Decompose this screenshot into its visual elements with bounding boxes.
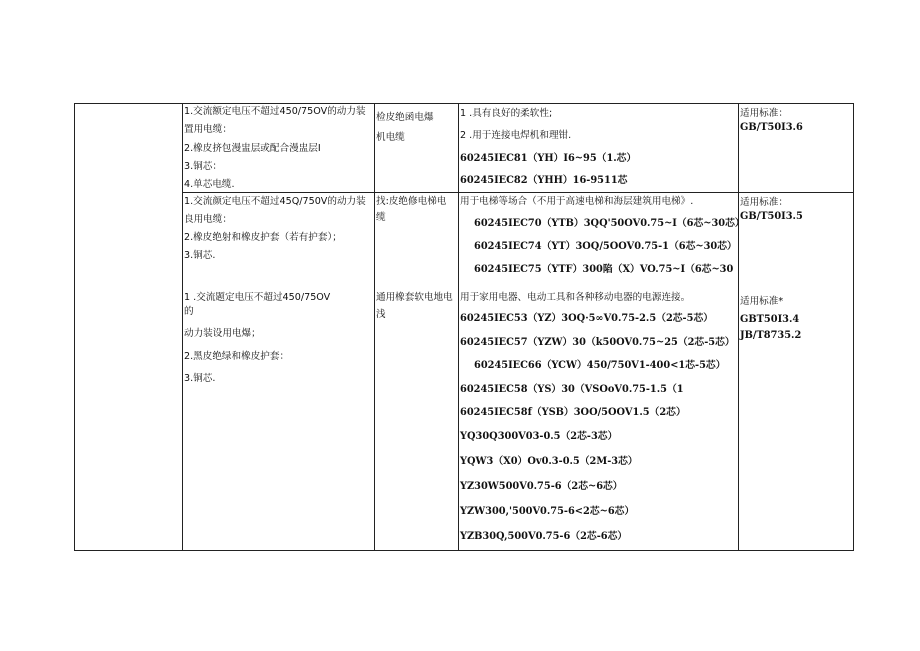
row-divider [182, 192, 854, 193]
model-spec-line: 60245IEC81（YH）I6~95（1.芯） [460, 153, 637, 164]
requirement-line: 3.铜芯： [184, 161, 222, 172]
requirement-line: 良用电缆： [184, 214, 232, 225]
requirement-line: 3.铜芯. [184, 373, 216, 384]
column-divider [182, 103, 183, 551]
cable-name-line: 通用橡套软电地电 [376, 292, 453, 303]
requirement-line: 的 [184, 306, 194, 317]
table-left-border [74, 103, 75, 551]
model-spec-line: YZ30W500V0.75-6（2芯~6芯） [460, 481, 623, 492]
cable-name-line: 缆 [376, 212, 386, 223]
usage-line: 2 .用于连接电焊机和理钳. [460, 130, 572, 141]
requirement-line: 3.铜芯. [184, 250, 216, 261]
table-right-border [853, 103, 854, 551]
model-spec-line: YQW3（X0）Ov0.3-0.5（2M-3芯） [460, 456, 638, 467]
usage-line: 1 .具有良好的柔软性; [460, 108, 553, 119]
table-top-border [74, 103, 854, 104]
table-bottom-border [74, 550, 854, 551]
usage-line: 用于电梯等场合（不用于高速电梯和海层建筑用电梯》. [460, 196, 694, 207]
column-divider [374, 103, 375, 551]
requirement-line: 2.黑皮绝绿和橡皮护套： [184, 351, 290, 362]
model-spec-line: 60245IEC57（YZW）30（k50OV0.75~25（2芯-5芯） [460, 337, 735, 348]
model-spec-line: 60245IEC53（YZ）3OQ·5∞V0.75-2.5（2芯-5芯） [460, 313, 714, 324]
usage-line: 用于家用电器、电动工具和各种移动电器的电源连接。 [460, 292, 691, 303]
model-spec-line: 60245IEC82（YHH）16-9511芯 [460, 175, 628, 186]
standard-label: 适用标准： [740, 197, 788, 208]
model-spec-line: YZB30Q,500V0.75-6（2芯-6芯） [460, 531, 628, 542]
cable-name-line: 找:皮绝修电梯电 [376, 196, 447, 207]
standard-code: GBT50I3.4 [740, 314, 800, 325]
standard-label: 适用标准： [740, 108, 788, 119]
requirement-line: 1.交流额定电压不超过450/75OV的动力装 [184, 106, 366, 117]
requirement-line: 2.橡皮挤包漫盅层或配合漫盅层I [184, 143, 321, 154]
cable-name-line: 浅 [376, 309, 386, 320]
standard-code: JB/T8735.2 [740, 330, 802, 341]
model-spec-line: YZW300,'500V0.75-6<2芯~6芯） [460, 506, 635, 517]
model-spec-line: 60245IEC70（YTB）3QQ'50OV0.75~I（6芯~30芯） [474, 218, 745, 229]
standard-code: GB/T50I3.5 [740, 211, 803, 222]
requirement-line: 动力装设用电爆； [184, 328, 261, 339]
standard-code: GB/T50I3.6 [740, 122, 803, 133]
model-spec-line: 60245IEC75（YTF）300陷（X）VO.75~I（6芯~30 [474, 264, 734, 275]
model-spec-line: 60245IEC74（YT）3OQ/5OOV0.75-1（6芯~30芯） [474, 241, 737, 252]
cable-name-line: 机电缆 [376, 132, 405, 143]
cable-name-line: 检皮绝函电爆 [376, 112, 434, 123]
model-spec-line: 60245IEC66（YCW）450/750V1-400<1芯-5芯） [474, 360, 726, 371]
requirement-line: 4.单芯电缆. [184, 179, 235, 190]
model-spec-line: YQ30Q300V03-0.5（2芯-3芯） [460, 431, 618, 442]
requirement-line: 置用电缆： [184, 124, 232, 135]
column-divider [458, 103, 459, 551]
model-spec-line: 60245IEC58（YS）30（VSOoV0.75-1.5（1 [460, 384, 684, 395]
standard-label: 适用标准* [740, 296, 784, 307]
column-divider [738, 103, 739, 551]
requirement-line: 2.橡皮绝射和橡皮护套（若有护套）； [184, 232, 342, 243]
requirement-line: 1.交流颜定电压不超过45Q/750V的动力装 [184, 196, 366, 207]
requirement-line: 1 .交流题定电压不超过450/75OV [184, 292, 331, 303]
model-spec-line: 60245IEC58f（YSB）3OO/5OOV1.5（2芯） [460, 407, 686, 418]
